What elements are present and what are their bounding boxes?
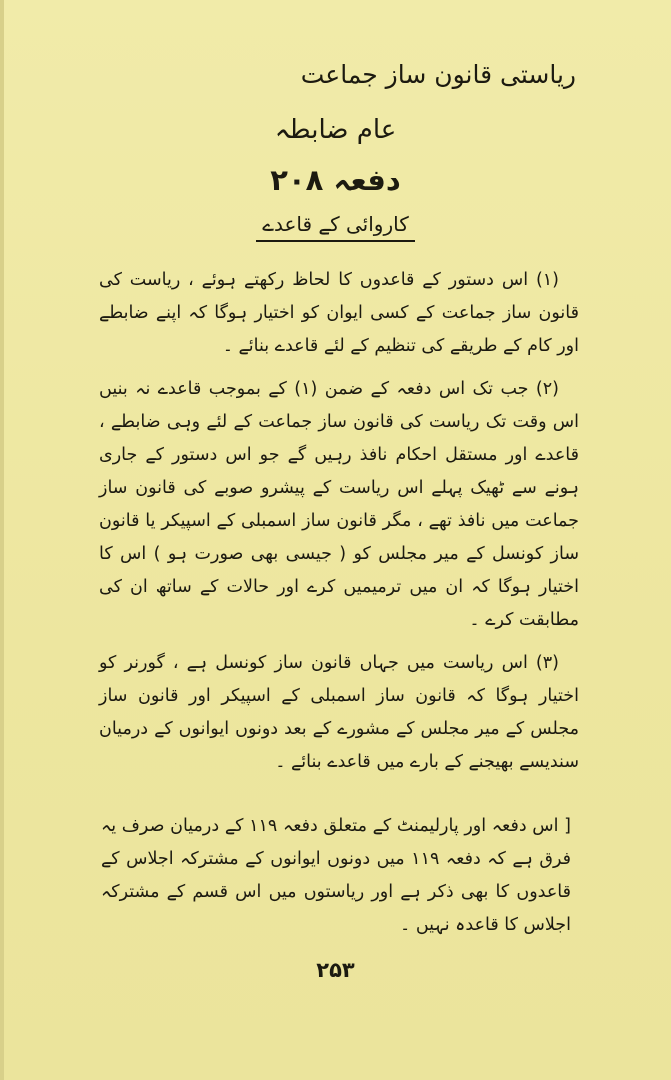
running-head: ریاستی قانون ساز جماعت [300, 60, 576, 89]
body-text [99, 264, 579, 789]
section-number: دفعہ ۲۰۸ [270, 163, 401, 197]
page-edge [0, 0, 4, 1080]
page-title: عام ضابطہ [274, 115, 397, 145]
paragraph-1: (۱) اس دستور کے قاعدوں کا لحاظ رکھتے ہوئے ، ریاست کی قانون ساز جماعت کے کسی ایوان کو اختیار ہوگا کہ اپنے ضابطے اور کام کے طریقے کی تنظیم کے لئے قاعدے بنائے ۔ [99, 270, 579, 356]
section-heading [0, 212, 671, 242]
section-heading-text: کاروائی کے قاعدے [256, 212, 414, 242]
editorial-note: [ اس دفعہ اور پارلیمنٹ کے متعلق دفعہ ۱۱۹ کے درمیان صرف یہ فرق ہے کہ دفعہ ۱۱۹ میں دونوں ایوانوں کے مشترکہ اجلاس کے قاعدوں کا بھی ذکر ہے اور ریاستوں میں اس قسم کے مشترکہ اجلاس کا قاعدہ نہیں ۔ [101, 816, 572, 935]
paragraph-2: (۲) جب تک اس دفعہ کے ضمن (۱) کے بموجب قاعدے نہ بنیں اس وقت تک ریاست کی قانون ساز جماعت کے لئے وہی ضابطے ، قاعدے اور مستقل احکام نافذ رہیں گے جو اس دستور کے جاری ہونے سے ٹھیک پہلے اس ریاست کے پیشرو صوبے کی قانون ساز جماعت میں نافذ تھے ، مگر قانون ساز اسمبلی کے اسپیکر یا قانون ساز کونسل کے میر مجلس کو ( جیسی بھی صورت ہو ) اس کا اختیار ہوگا کہ ان میں ترمیمیں کرے اور حالات کے ساتھ ان کی مطابقت کرے ۔ [99, 379, 579, 630]
page-number: ۲۵۳ [316, 958, 355, 982]
paragraph-3: (۳) اس ریاست میں جہاں قانون ساز کونسل ہے ، گورنر کو اختیار ہوگا کہ قانون ساز اسمبلی کے اسپیکر اور قانون ساز مجلس کے میر مجلس کے مشورے کے بعد دونوں ایوانوں کے درمیان سندیسے بھیجنے کے بارے میں قاعدے بنائے ۔ [99, 653, 579, 772]
